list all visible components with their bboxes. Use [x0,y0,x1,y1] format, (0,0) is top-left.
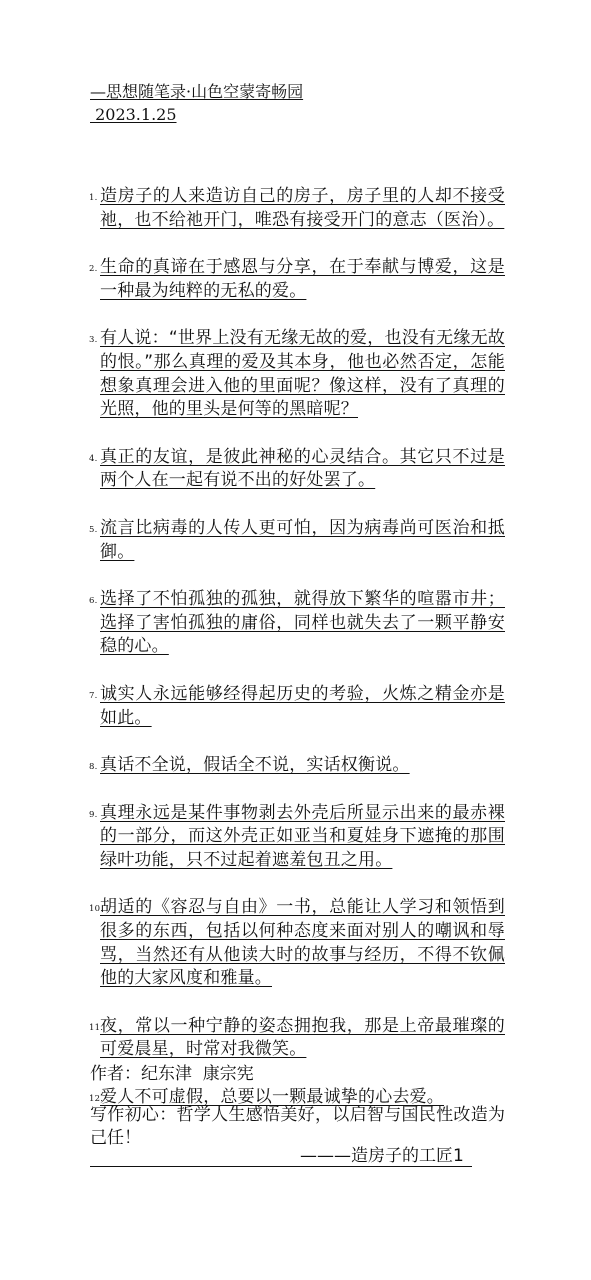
list-item [90,683,505,730]
header-title [90,82,502,102]
list-item [90,517,505,564]
list-item [90,1015,505,1062]
aphorism-list [90,185,505,1134]
list-item [90,185,505,232]
item-text: 诚实人永远能够经得起历史的考验，火炼之精金亦是如此。 [100,683,505,728]
item-number: 1. [89,193,98,203]
list-item [90,754,505,778]
item-number: 9. [89,809,98,820]
writing-intent: 写作初心：哲学人生感悟美好，以启智与国民性改造为己任！ [90,1105,505,1148]
item-text: 爱人不可虚假，总要以一颗最诚挚的心去爱。 [100,1087,444,1108]
item-text: 胡适的《容忍与自由》一书，总能让人学习和领悟到很多的东西，包括以何种态度来面对别人的嘲讽和辱骂，当然还有从他读大时的故事与经历，不得不钦佩他的大家风度和雅量。 [100,897,505,989]
item-number: 7. [89,690,98,701]
item-number: 5. [89,524,98,535]
list-item [90,802,505,873]
list-item [90,327,505,421]
item-number: 3. [89,335,98,346]
item-text: 造房子的人来造访自己的房子，房子里的人却不接受祂，也不给祂开门，唯恐有接受开门的意志（医治）。 [100,186,505,230]
header-date: 2023.1.25 [90,105,177,124]
item-text: 流言比病毒的人传人更可怕，因为病毒尚可医治和抵御。 [100,517,505,562]
item-text: 有人说：“世界上没有无缘无故的爱，也没有无缘无故的恨。”那么真理的爱及其本身，他也必然否定，怎能想象真理会进入他的里面呢？像这样，没有了真理的光照，他的里头是何等的黑暗呢？ [100,328,505,420]
item-number: 11. [89,1022,104,1033]
signature: ———造房子的工匠1 [300,1146,464,1166]
item-number: 12. [89,1094,104,1105]
item-number: 6. [89,596,98,607]
header-title-underline-fill [303,82,463,102]
item-text: 真理永远是某件事物剥去外壳后所显示出来的最赤裸的一部分，而这外壳正如亚当和夏娃身下遮掩的那围绿叶功能，只不过起着遮羞包丑之用。 [100,802,505,870]
list-item [90,896,505,990]
item-text: 真正的友谊，是彼此神秘的心灵结合。其它只不过是两个人在一起有说不出的好处罢了。 [100,446,505,491]
item-text: 真话不全说，假话全不说，实话权衡说。 [100,755,410,776]
list-item [90,256,505,303]
item-number: 4. [89,453,98,464]
item-text: 选择了不怕孤独的孤独，就得放下繁华的喧嚣市井；选择了害怕孤独的庸俗，同样也就失去了一颗平静安稳的心。 [100,589,505,657]
author-line: 作者：纪东津 康宗宪 [90,1064,254,1084]
item-number: 10. [89,904,104,915]
list-item [90,446,505,493]
item-number: 8. [89,762,98,773]
list-item [90,588,505,659]
item-text: 生命的真谛在于感恩与分享，在于奉献与博爱，这是一种最为纯粹的无私的爱。 [100,257,505,301]
item-text: 夜，常以一种宁静的姿态拥抱我，那是上帝最璀璨的可爱晨星，时常对我微笑。 [100,1015,505,1060]
item-number: 2. [89,264,98,275]
header-title-text: —思想随笔录·山色空蒙寄畅园 [90,82,304,101]
